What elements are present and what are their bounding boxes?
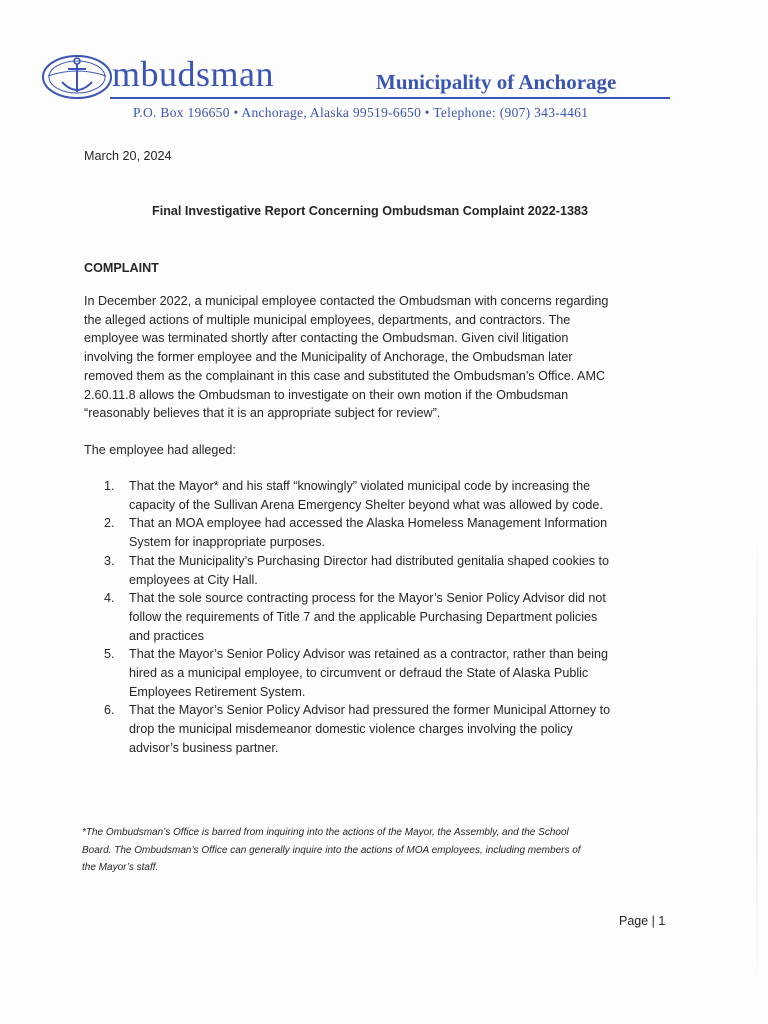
list-item	[104, 552, 674, 589]
paragraph-line: In December 2022, a municipal employee contacted the Ombudsman with concerns regarding	[84, 294, 609, 308]
list-line: That the sole source contracting process for the Mayor’s Senior Policy Advisor did not	[129, 591, 606, 606]
letterhead-divider	[110, 97, 670, 99]
list-line: hired as a municipal employee, to circumvent or defraud the State of Alaska Public	[129, 666, 589, 681]
list-item	[104, 589, 674, 645]
letter-date: March 20, 2024	[84, 149, 172, 163]
allegations-intro: The employee had alleged:	[84, 443, 236, 457]
page-number: Page | 1	[619, 914, 666, 928]
list-line: That the Mayor* and his staff “knowingly” violated municipal code by increasing the	[129, 479, 591, 493]
list-line: Employees Retirement System.	[129, 684, 306, 699]
paragraph-line: “reasonably believes that it is an appropriate subject for review”.	[84, 406, 441, 421]
paragraph-line: removed them as the complainant in this case and substituted the Ombudsman’s Office. AMC	[84, 368, 606, 383]
complaint-paragraph	[84, 292, 674, 423]
list-number: 2.	[104, 516, 115, 531]
footnote	[82, 824, 672, 877]
letterhead-address: P.O. Box 196650 • Anchorage, Alaska 99519-6650 • Telephone: (907) 343-4461	[133, 105, 589, 120]
list-item	[104, 477, 674, 514]
list-line: System for inappropriate purposes.	[129, 535, 326, 550]
footnote-line: Board. The Ombudsman’s Office can generally inquire into the actions of MOA employees, including members of	[82, 844, 581, 856]
allegations-list	[104, 477, 674, 758]
paragraph-line: involving the former employee and the Municipality of Anchorage, the Ombudsman later	[84, 350, 573, 365]
footnote-line: the Mayor’s staff.	[82, 862, 159, 873]
list-item	[104, 514, 674, 551]
section-heading: COMPLAINT	[84, 261, 159, 275]
list-line: That the Mayor’s Senior Policy Advisor had pressured the former Municipal Attorney to	[129, 703, 611, 718]
list-line: That the Mayor’s Senior Policy Advisor was retained as a contractor, rather than being	[129, 647, 609, 662]
ombudsman-wordmark: mbudsman	[112, 54, 274, 94]
list-line: employees at City Hall.	[129, 572, 258, 587]
list-number: 1.	[104, 479, 115, 493]
list-item	[104, 701, 674, 757]
paragraph-line: 2.60.11.8 allows the Ombudsman to investigate on their own motion if the Ombudsman	[84, 387, 569, 402]
footnote-line: *The Ombudsman’s Office is barred from inquiring into the actions of the Mayor, the Assembly, and the School	[82, 827, 569, 838]
report-title: Final Investigative Report Concerning Ombudsman Complaint 2022-1383	[152, 204, 588, 218]
list-line: That an MOA employee had accessed the Alaska Homeless Management Information	[129, 516, 608, 531]
list-number: 4.	[104, 591, 115, 606]
list-item	[104, 645, 674, 701]
list-line: advisor’s business partner.	[129, 740, 279, 755]
list-line: and practices	[129, 628, 204, 643]
list-line: capacity of the Sullivan Arena Emergency Shelter beyond what was allowed by code.	[129, 497, 603, 512]
anchor-emblem-icon	[40, 52, 114, 102]
paragraph-line: the alleged actions of multiple municipal employees, departments, and contractors. The	[84, 312, 571, 327]
list-line: That the Municipality’s Purchasing Director had distributed genitalia shaped cookies to	[129, 553, 609, 568]
list-number: 3.	[104, 553, 115, 568]
municipality-name: Municipality of Anchorage	[376, 70, 617, 94]
list-line: drop the municipal misdemeanor domestic violence charges involving the policy	[129, 722, 573, 737]
list-line: follow the requirements of Title 7 and the applicable Purchasing Department policies	[129, 609, 598, 624]
list-number: 5.	[104, 647, 115, 662]
paragraph-line: employee was terminated shortly after contacting the Ombudsman. Given civil litigation	[84, 331, 569, 346]
page-edge	[756, 500, 758, 1020]
list-number: 6.	[104, 703, 115, 718]
